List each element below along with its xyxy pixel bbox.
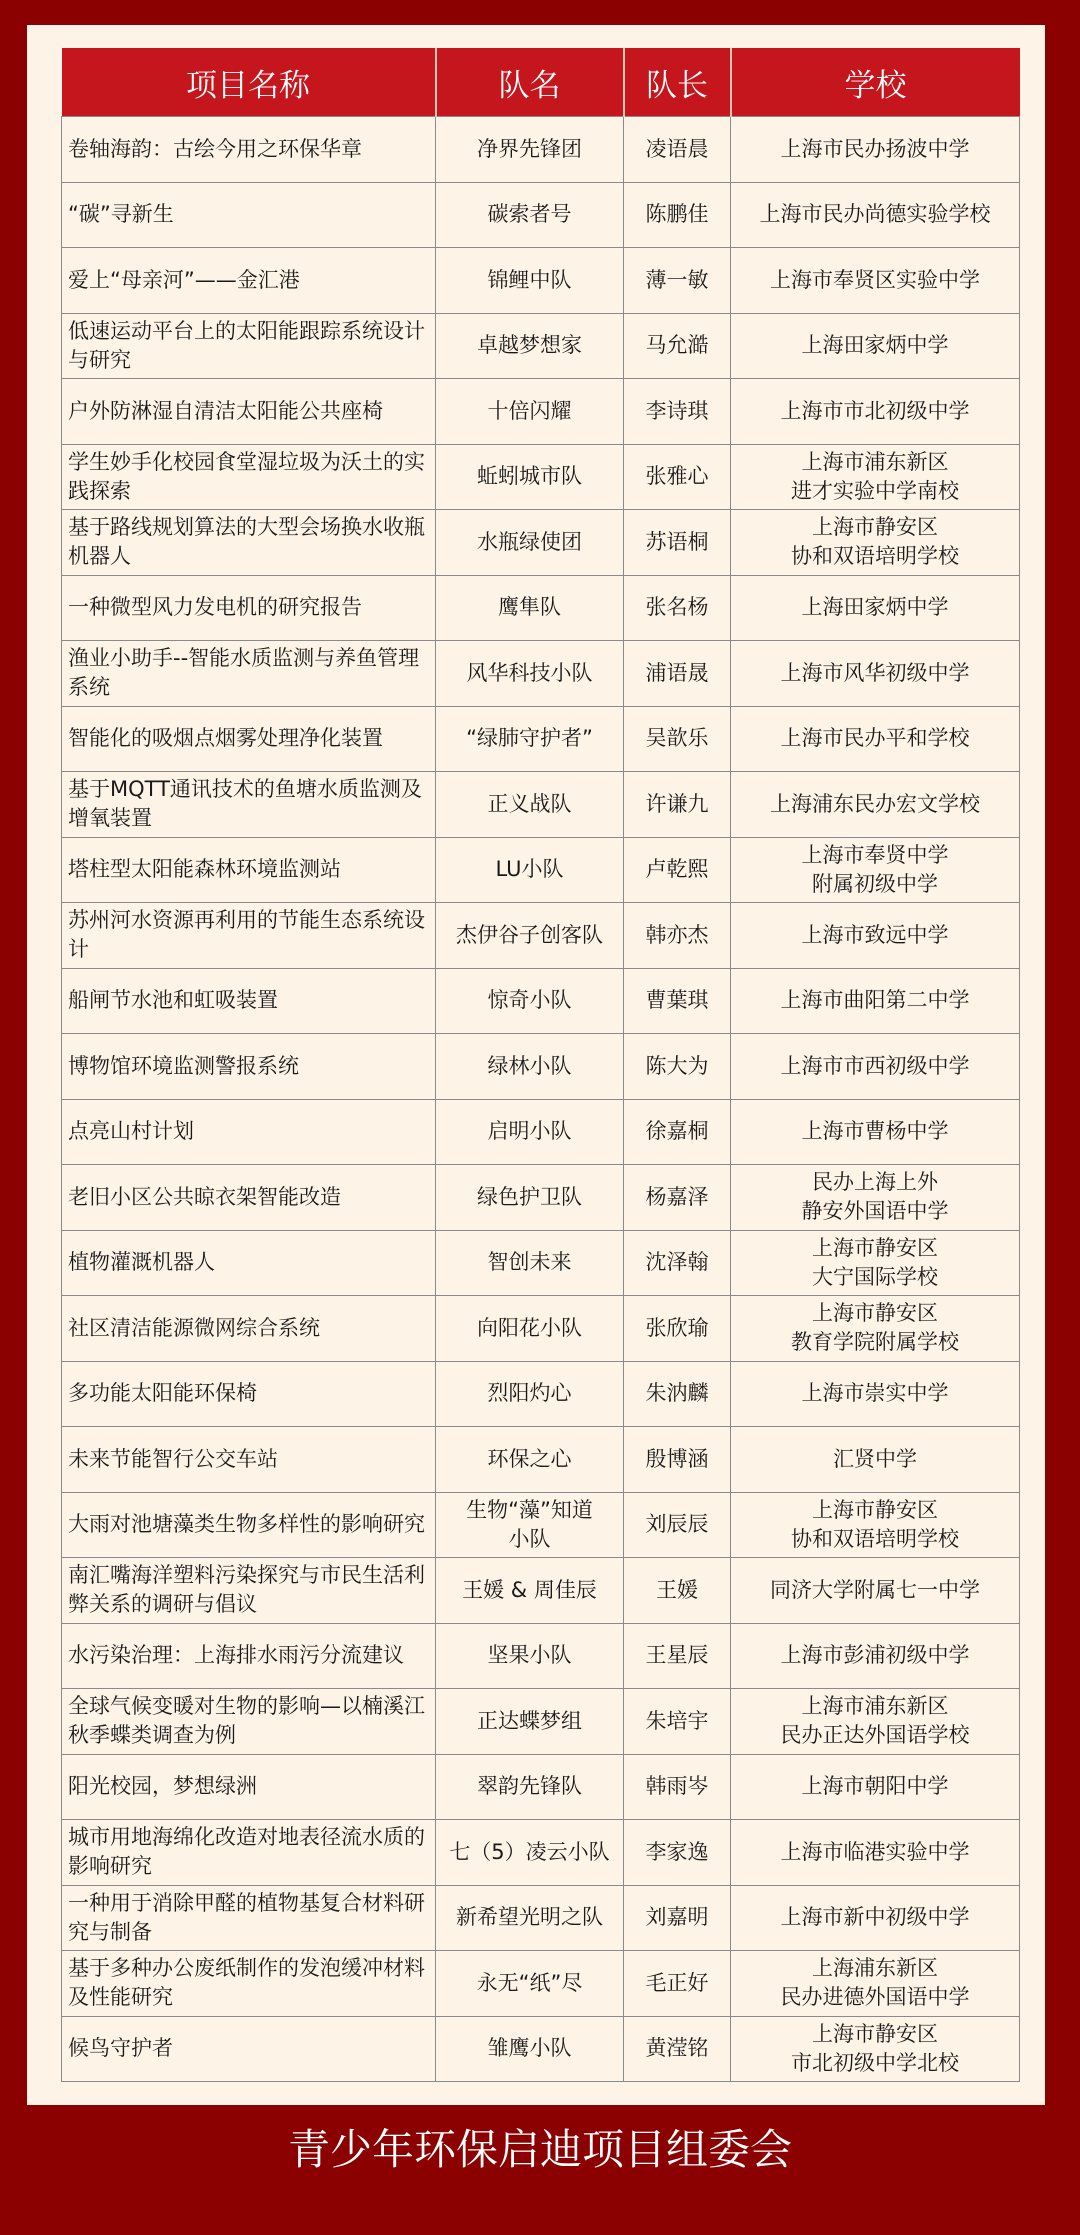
cell-leader: 王星辰	[624, 1623, 731, 1689]
cell-team: 向阳花小队	[436, 1296, 624, 1362]
table-body	[62, 117, 1020, 2082]
cell-team: 碳索者号	[436, 182, 624, 248]
cell-project-name: 博物馆环境监测警报系统	[62, 1034, 436, 1100]
cell-team: LU小队	[436, 837, 624, 903]
cell-project-name: 卷轴海韵：古绘今用之环保华章	[62, 117, 436, 183]
cell-team: 绿林小队	[436, 1034, 624, 1100]
cell-leader: 韩亦杰	[624, 903, 731, 969]
cell-team: 智创未来	[436, 1230, 624, 1296]
cell-project-name: 水污染治理：上海排水雨污分流建议	[62, 1623, 436, 1689]
cell-school: 上海市崇实中学	[731, 1361, 1020, 1427]
table-row	[62, 117, 1020, 183]
cell-team: 净界先锋团	[436, 117, 624, 183]
cell-school: 上海市民办扬波中学	[731, 117, 1020, 183]
cell-team: 鹰隼队	[436, 575, 624, 641]
cell-school: 上海市浦东新区 进才实验中学南校	[731, 444, 1020, 510]
table-row	[62, 1361, 1020, 1427]
table-row	[62, 2016, 1020, 2082]
cell-project-name: 城市用地海绵化改造对地表径流水质的影响研究	[62, 1820, 436, 1886]
cell-leader: 曹葉琪	[624, 968, 731, 1034]
cell-school: 上海市新中初级中学	[731, 1885, 1020, 1951]
cell-team: 十倍闪耀	[436, 379, 624, 445]
table-row	[62, 1951, 1020, 2017]
cell-team: 启明小队	[436, 1099, 624, 1165]
table-row	[62, 1165, 1020, 1231]
cell-school: 上海市彭浦初级中学	[731, 1623, 1020, 1689]
table-row	[62, 182, 1020, 248]
cell-team: 锦鲤中队	[436, 248, 624, 314]
cell-team: 杰伊谷子创客队	[436, 903, 624, 969]
header-school: 学校	[731, 48, 1020, 117]
cell-project-name: 一种微型风力发电机的研究报告	[62, 575, 436, 641]
cell-leader: 朱汭麟	[624, 1361, 731, 1427]
cell-leader: 陈鹏佳	[624, 182, 731, 248]
cell-school: 上海市市西初级中学	[731, 1034, 1020, 1100]
cell-project-name: “碳”寻新生	[62, 182, 436, 248]
cell-school: 上海市致远中学	[731, 903, 1020, 969]
cell-school: 同济大学附属七一中学	[731, 1558, 1020, 1624]
cell-team: 雏鹰小队	[436, 2016, 624, 2082]
cell-team: 七（5）凌云小队	[436, 1820, 624, 1886]
cell-leader: 黄滢铭	[624, 2016, 731, 2082]
cell-leader: 苏语桐	[624, 510, 731, 576]
table-row	[62, 1820, 1020, 1886]
cell-team: 惊奇小队	[436, 968, 624, 1034]
cell-project-name: 基于路线规划算法的大型会场换水收瓶机器人	[62, 510, 436, 576]
cell-school: 上海市市北初级中学	[731, 379, 1020, 445]
table-row	[62, 1754, 1020, 1820]
table-row	[62, 313, 1020, 379]
cell-team: 环保之心	[436, 1427, 624, 1493]
table-row	[62, 248, 1020, 314]
table-row	[62, 706, 1020, 772]
table-row	[62, 575, 1020, 641]
cell-project-name: 基于MQTT通讯技术的鱼塘水质监测及增氧装置	[62, 772, 436, 838]
cell-school: 上海市奉贤区实验中学	[731, 248, 1020, 314]
cell-school: 上海市奉贤中学 附属初级中学	[731, 837, 1020, 903]
cell-team: “绿肺守护者”	[436, 706, 624, 772]
cell-leader: 许谦九	[624, 772, 731, 838]
cell-project-name: 低速运动平台上的太阳能跟踪系统设计与研究	[62, 313, 436, 379]
cell-school: 上海市静安区 大宁国际学校	[731, 1230, 1020, 1296]
cell-leader: 徐嘉桐	[624, 1099, 731, 1165]
table-row	[62, 641, 1020, 707]
table-row	[62, 772, 1020, 838]
cell-leader: 王媛	[624, 1558, 731, 1624]
header-row	[62, 48, 1020, 117]
cell-project-name: 社区清洁能源微网综合系统	[62, 1296, 436, 1362]
cell-leader: 马允澔	[624, 313, 731, 379]
cell-team: 水瓶绿使团	[436, 510, 624, 576]
cell-team: 绿色护卫队	[436, 1165, 624, 1231]
cell-leader: 陈大为	[624, 1034, 731, 1100]
cell-school: 上海市静安区 协和双语培明学校	[731, 510, 1020, 576]
cell-project-name: 一种用于消除甲醛的植物基复合材料研究与制备	[62, 1885, 436, 1951]
cell-leader: 李诗琪	[624, 379, 731, 445]
cell-school: 上海市静安区 教育学院附属学校	[731, 1296, 1020, 1362]
cell-leader: 殷博涵	[624, 1427, 731, 1493]
cell-school: 上海市临港实验中学	[731, 1820, 1020, 1886]
table-row	[62, 1885, 1020, 1951]
cell-leader: 薄一敏	[624, 248, 731, 314]
cell-school: 上海市浦东新区 民办正达外国语学校	[731, 1689, 1020, 1755]
cell-school: 上海浦东民办宏文学校	[731, 772, 1020, 838]
cell-team: 蚯蚓城市队	[436, 444, 624, 510]
cell-project-name: 船闸节水池和虹吸装置	[62, 968, 436, 1034]
cell-project-name: 全球气候变暖对生物的影响—以楠溪江秋季蝶类调查为例	[62, 1689, 436, 1755]
cell-project-name: 渔业小助手--智能水质监测与养鱼管理系统	[62, 641, 436, 707]
cell-school: 上海市静安区 协和双语培明学校	[731, 1492, 1020, 1558]
cell-school: 民办上海上外 静安外国语中学	[731, 1165, 1020, 1231]
cell-leader: 刘嘉明	[624, 1885, 731, 1951]
table-row	[62, 968, 1020, 1034]
cell-leader: 张欣瑜	[624, 1296, 731, 1362]
table-row	[62, 903, 1020, 969]
cell-project-name: 候鸟守护者	[62, 2016, 436, 2082]
table-row	[62, 1623, 1020, 1689]
table-row	[62, 1689, 1020, 1755]
cell-project-name: 塔柱型太阳能森林环境监测站	[62, 837, 436, 903]
cell-leader: 吴歆乐	[624, 706, 731, 772]
table-row	[62, 1427, 1020, 1493]
table-row	[62, 1296, 1020, 1362]
cell-team: 王媛 & 周佳辰	[436, 1558, 624, 1624]
table-row	[62, 1034, 1020, 1100]
cell-school: 上海浦东新区 民办进德外国语中学	[731, 1951, 1020, 2017]
cell-project-name: 学生妙手化校园食堂湿垃圾为沃土的实践探索	[62, 444, 436, 510]
cell-team: 坚果小队	[436, 1623, 624, 1689]
cell-leader: 韩雨岑	[624, 1754, 731, 1820]
cell-project-name: 阳光校园，梦想绿洲	[62, 1754, 436, 1820]
cell-leader: 张名杨	[624, 575, 731, 641]
table-row	[62, 837, 1020, 903]
cell-team: 正达蝶梦组	[436, 1689, 624, 1755]
header-leader: 队长	[624, 48, 731, 117]
cell-project-name: 未来节能智行公交车站	[62, 1427, 436, 1493]
header-project-name: 项目名称	[62, 48, 436, 117]
cell-team: 永无“纸”尽	[436, 1951, 624, 2017]
cell-leader: 凌语晨	[624, 117, 731, 183]
cell-leader: 张雅心	[624, 444, 731, 510]
cell-leader: 毛正好	[624, 1951, 731, 2017]
table-row	[62, 1558, 1020, 1624]
cell-team: 新希望光明之队	[436, 1885, 624, 1951]
cell-project-name: 智能化的吸烟点烟雾处理净化装置	[62, 706, 436, 772]
cell-school: 上海市曹杨中学	[731, 1099, 1020, 1165]
table-header	[62, 48, 1020, 117]
table-row	[62, 510, 1020, 576]
table-row	[62, 1099, 1020, 1165]
table-row	[62, 379, 1020, 445]
cell-school: 汇贤中学	[731, 1427, 1020, 1493]
cell-team: 烈阳灼心	[436, 1361, 624, 1427]
cell-school: 上海市朝阳中学	[731, 1754, 1020, 1820]
cell-leader: 朱培宇	[624, 1689, 731, 1755]
cell-project-name: 基于多种办公废纸制作的发泡缓冲材料及性能研究	[62, 1951, 436, 2017]
cell-project-name: 植物灌溉机器人	[62, 1230, 436, 1296]
cell-leader: 杨嘉泽	[624, 1165, 731, 1231]
cell-school: 上海市民办平和学校	[731, 706, 1020, 772]
cell-leader: 浦语晟	[624, 641, 731, 707]
cell-school: 上海田家炳中学	[731, 313, 1020, 379]
cell-project-name: 大雨对池塘藻类生物多样性的影响研究	[62, 1492, 436, 1558]
cell-leader: 李家逸	[624, 1820, 731, 1886]
cell-project-name: 户外防淋湿自清洁太阳能公共座椅	[62, 379, 436, 445]
cell-leader: 沈泽翰	[624, 1230, 731, 1296]
cell-project-name: 南汇嘴海洋塑料污染探究与市民生活利弊关系的调研与倡议	[62, 1558, 436, 1624]
cell-school: 上海市曲阳第二中学	[731, 968, 1020, 1034]
table-row	[62, 1492, 1020, 1558]
cell-team: 正义战队	[436, 772, 624, 838]
cell-project-name: 老旧小区公共晾衣架智能改造	[62, 1165, 436, 1231]
cell-leader: 卢乾熙	[624, 837, 731, 903]
footer-organizer: 青少年环保启迪项目组委会	[287, 2125, 792, 2174]
cell-team: 翠韵先锋队	[436, 1754, 624, 1820]
header-team: 队名	[436, 48, 624, 117]
cell-project-name: 爱上“母亲河”——金汇港	[62, 248, 436, 314]
cell-team: 风华科技小队	[436, 641, 624, 707]
cell-project-name: 苏州河水资源再利用的节能生态系统设计	[62, 903, 436, 969]
table-row	[62, 444, 1020, 510]
cell-school: 上海市民办尚德实验学校	[731, 182, 1020, 248]
table-row	[62, 1230, 1020, 1296]
cell-school: 上海田家炳中学	[731, 575, 1020, 641]
cell-team: 卓越梦想家	[436, 313, 624, 379]
cell-school: 上海市静安区 市北初级中学北校	[731, 2016, 1020, 2082]
project-table	[61, 48, 1020, 2082]
cell-school: 上海市风华初级中学	[731, 641, 1020, 707]
cell-leader: 刘辰辰	[624, 1492, 731, 1558]
cell-project-name: 多功能太阳能环保椅	[62, 1361, 436, 1427]
cell-project-name: 点亮山村计划	[62, 1099, 436, 1165]
cell-team: 生物“藻”知道 小队	[436, 1492, 624, 1558]
